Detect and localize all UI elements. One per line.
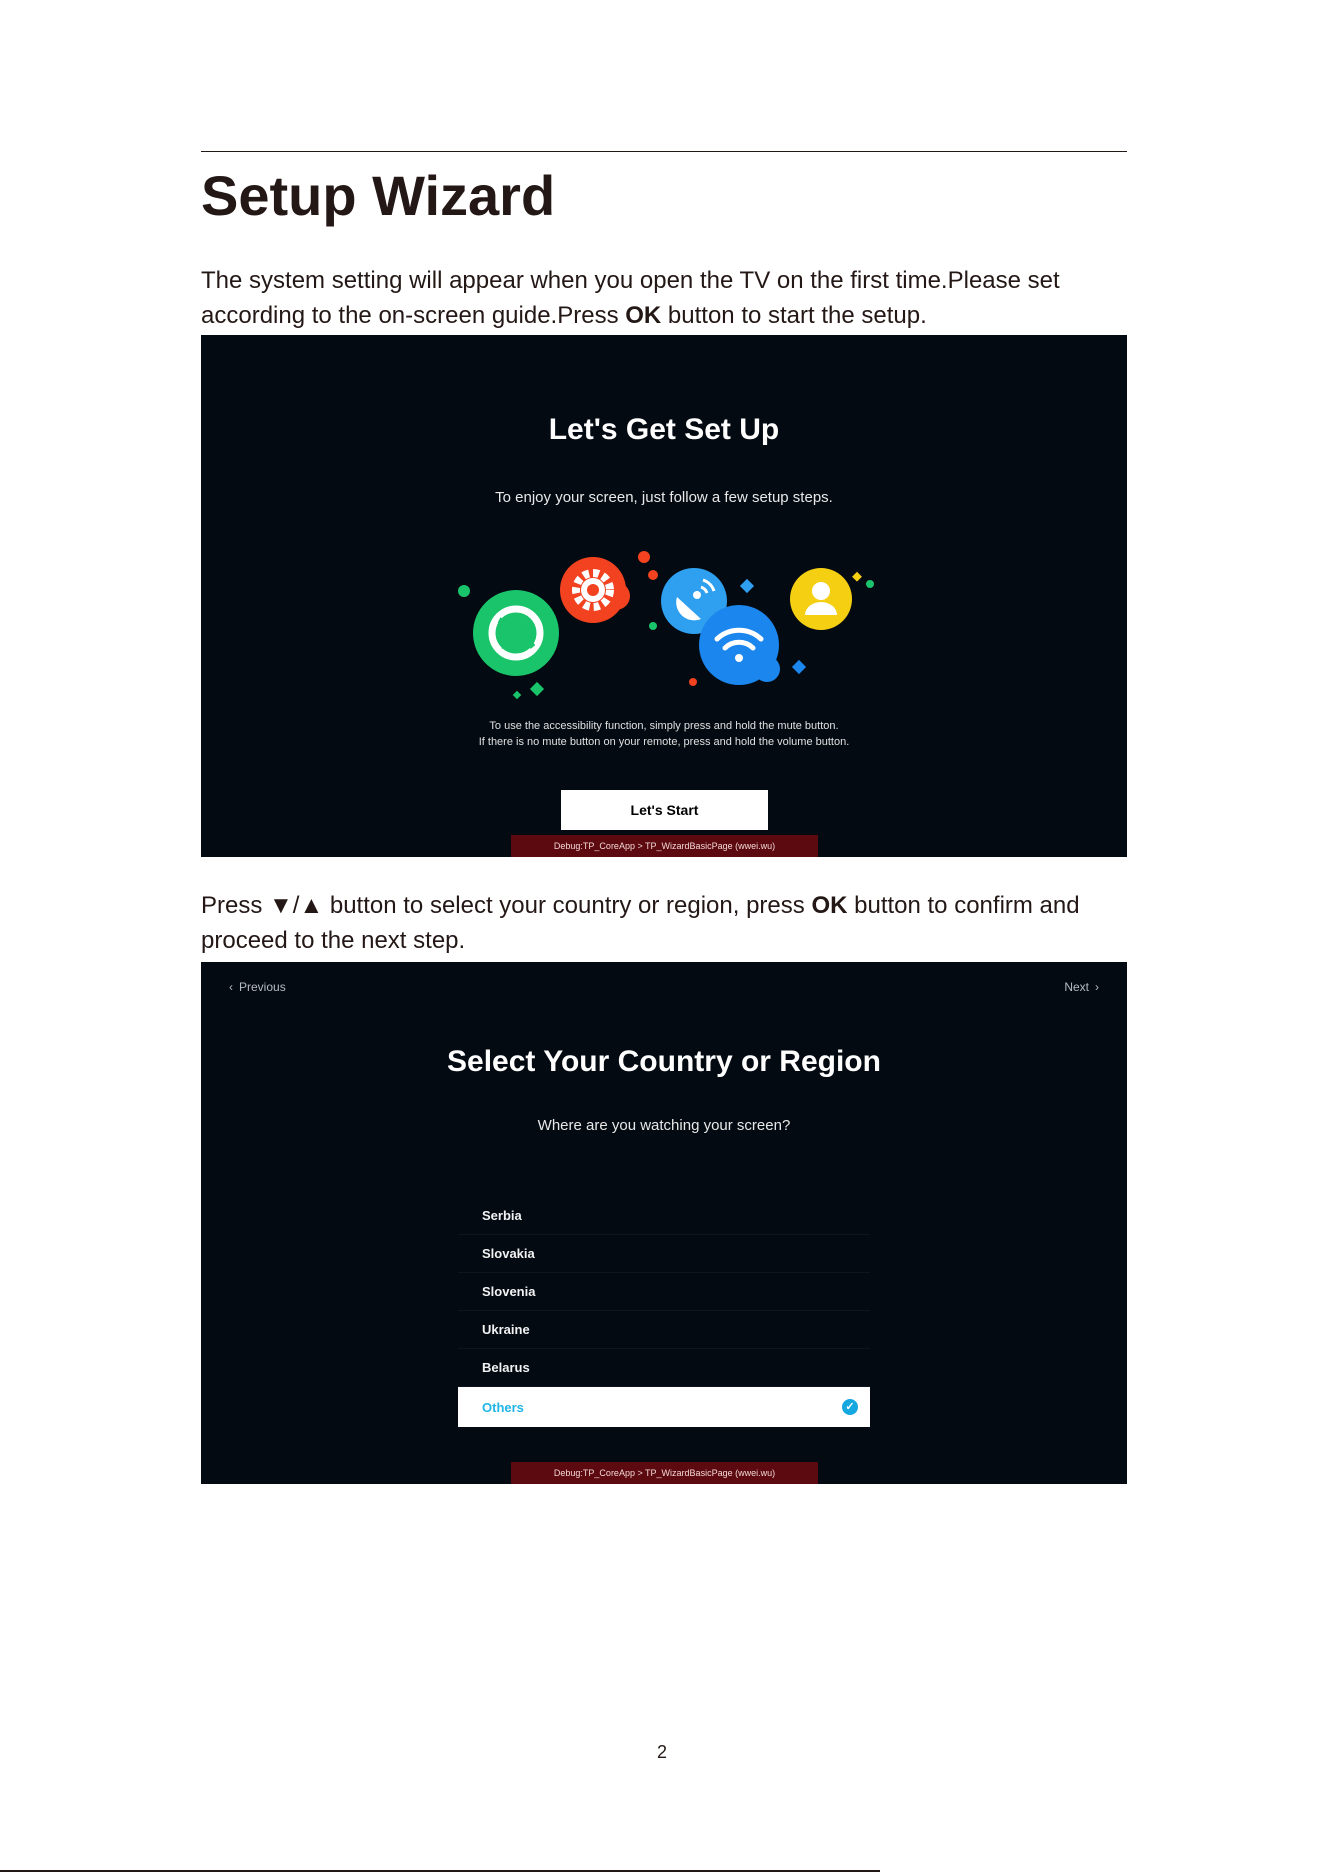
country-title: Select Your Country or Region xyxy=(447,1045,881,1078)
setup-illustration xyxy=(201,335,1127,857)
intro-paragraph: The system setting will appear when you open the TV on the first time.Please set according to the on-screen guide.Press OK button to start the setup. xyxy=(201,267,1060,329)
country-item[interactable]: Slovakia xyxy=(458,1235,870,1273)
page-title: Setup Wizard xyxy=(201,164,556,227)
globe-icon xyxy=(473,590,559,676)
debug-bar: Debug:TP_CoreApp > TP_WizardBasicPage (wwei.wu) xyxy=(511,1462,818,1484)
welcome-subtitle: To enjoy your screen, just follow a few setup steps. xyxy=(495,489,833,506)
country-item[interactable]: Ukraine xyxy=(458,1311,870,1349)
country-item[interactable]: Belarus xyxy=(458,1349,870,1387)
country-list xyxy=(458,1197,870,1427)
user-icon xyxy=(790,568,852,630)
accessibility-note-2: If there is no mute button on your remote, press and hold the volume button. xyxy=(478,736,850,748)
country-item[interactable]: Slovenia xyxy=(458,1273,870,1311)
welcome-title: Let's Get Set Up xyxy=(548,413,780,446)
accessibility-note-1: To use the accessibility function, simply press and hold the mute button. xyxy=(489,720,839,732)
next-button[interactable]: Next › xyxy=(1064,980,1099,994)
country-screenshot xyxy=(201,962,1127,1484)
country-subtitle: Where are you watching your screen? xyxy=(537,1117,791,1134)
step2-paragraph: Press ▼/▲ button to select your country or region, press OK button to confirm and proceed to the next step. xyxy=(201,892,1080,954)
wifi-icon xyxy=(699,605,780,685)
chevron-right-icon: › xyxy=(1095,980,1099,994)
settings-gear-icon xyxy=(560,557,626,623)
checkmark-icon: ✓ xyxy=(842,1399,858,1415)
welcome-screenshot xyxy=(201,335,1127,857)
page-number: 2 xyxy=(656,1742,667,1762)
chevron-left-icon: ‹ xyxy=(229,980,233,994)
country-item[interactable]: Serbia xyxy=(458,1197,870,1235)
top-rule xyxy=(201,151,1127,152)
previous-button[interactable]: ‹ Previous xyxy=(229,980,286,994)
lets-start-button[interactable]: Let's Start xyxy=(561,790,768,830)
debug-bar: Debug:TP_CoreApp > TP_WizardBasicPage (wwei.wu) xyxy=(511,835,818,857)
country-item-selected[interactable]: Others ✓ xyxy=(458,1387,870,1427)
